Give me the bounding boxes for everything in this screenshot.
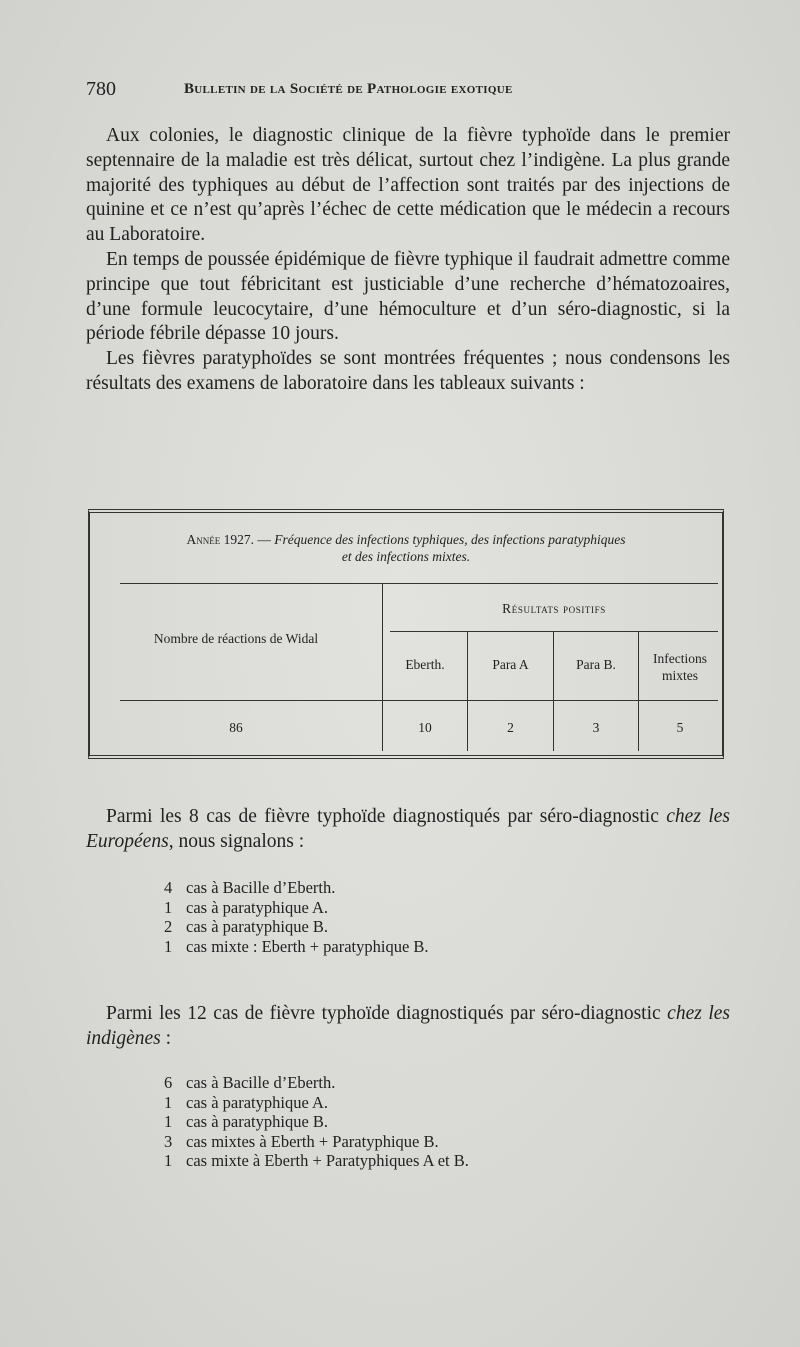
lead-text: Parmi les 8 cas de fièvre typhoïde diagnostiqués par séro-diagnostic <box>106 806 667 827</box>
europeans-intro <box>86 805 730 855</box>
table-rule <box>390 631 718 632</box>
paragraph <box>86 1002 730 1052</box>
header-positive-results: Résultats positifs <box>502 601 606 616</box>
item-count: 1 <box>164 1151 173 1170</box>
item-text: cas mixte à Eberth + Paratyphiques A et B. <box>186 1151 469 1170</box>
paragraph: Aux colonies, le diagnostic clinique de la fièvre typhoïde dans le premier septennaire de la maladie est très délicat, surtout chez l’indigène. La plus grande majorité des typhiques au début de l’affection sont traités par des injections de quinine et ce n’est qu’après l’échec de cette médication que le médecin a recours au Laboratoire. <box>86 125 730 246</box>
list-item <box>164 898 429 918</box>
header-widal: Nombre de réactions de Widal <box>153 631 319 646</box>
list-item <box>164 1093 469 1113</box>
lead-italic: chez les Européens <box>86 806 730 852</box>
item-count: 4 <box>164 878 173 897</box>
results-table <box>88 509 724 759</box>
header-para-a: Para A <box>492 657 529 672</box>
item-text: cas à Bacille d’Eberth. <box>186 1073 336 1092</box>
list-item <box>164 917 429 937</box>
list-item <box>164 937 429 957</box>
header-eberth: Eberth. <box>405 657 445 672</box>
item-text: cas à Bacille d’Eberth. <box>186 878 336 897</box>
item-text: cas à paratyphique B. <box>186 1112 329 1131</box>
header-mixed <box>639 650 721 684</box>
item-count: 6 <box>164 1073 173 1092</box>
item-text: cas à paratyphique A. <box>186 1092 329 1112</box>
caption-line-2: et des infections mixtes. <box>341 549 471 564</box>
caption-dash: — <box>253 532 275 547</box>
header-mixed-line-1: Infections <box>653 651 707 666</box>
intro-text <box>86 124 730 397</box>
list-item <box>164 1073 469 1093</box>
item-text: cas à paratyphique B. <box>186 917 329 936</box>
item-text: cas mixte : Eberth + paratyphique B. <box>186 936 429 956</box>
page-header <box>86 78 736 104</box>
paragraph: En temps de poussée épidémique de fièvre typhique il faudrait admettre comme principe que tout fébricitant est justiciable d’une recherche d’hématozoaires, d’une formule leucocytaire, d’une hémoculture et d’un séro-diagnostic, si la période fébrile dépasse 10 jours. <box>86 248 730 345</box>
item-count: 1 <box>164 1112 173 1131</box>
lead-text: Parmi les 12 cas de fièvre typhoïde diagnostiqués par séro-diagnostic <box>106 1003 668 1024</box>
header-mixed-line-2: mixtes <box>662 668 698 683</box>
caption-year: Année 1927. <box>186 532 254 547</box>
page-number: 780 <box>86 78 116 100</box>
running-head: Bulletin de la Société de Pathologie exotique <box>184 81 513 97</box>
natives-list <box>164 1073 469 1171</box>
item-count: 1 <box>164 936 173 956</box>
header-para-b: Para B. <box>576 657 616 672</box>
table-caption <box>90 531 722 565</box>
item-count: 3 <box>164 1131 173 1151</box>
table-rule <box>120 700 718 701</box>
item-text: cas à paratyphique A. <box>186 897 329 917</box>
natives-intro <box>86 1002 730 1052</box>
item-count: 1 <box>164 1092 173 1112</box>
europeans-list <box>164 878 429 956</box>
lead-text-end: , nous signalons : <box>168 830 305 852</box>
item-count: 1 <box>164 897 173 917</box>
table-rule <box>120 583 718 584</box>
paragraph <box>86 805 730 855</box>
list-item <box>164 1132 469 1152</box>
lead-italic: chez les indigènes <box>86 1003 730 1049</box>
cell-eberth: 10 <box>418 720 432 735</box>
cell-mixed: 5 <box>676 720 684 735</box>
paragraph: Les fièvres paratyphoïdes se sont montrées fréquentes ; nous condensons les résultats des examens de laboratoire dans les tableaux suivants : <box>86 348 730 394</box>
lead-text-end: : <box>160 1027 172 1049</box>
cell-para-a: 2 <box>507 720 514 735</box>
list-item <box>164 1112 469 1132</box>
cell-para-b: 3 <box>592 720 600 735</box>
list-item <box>164 1151 469 1171</box>
item-text: cas mixtes à Eberth + Paratyphique B. <box>186 1131 439 1151</box>
list-item <box>164 878 429 898</box>
caption-line-1: Fréquence des infections typhiques, des infections paratyphiques <box>274 532 626 547</box>
cell-widal: 86 <box>229 720 243 735</box>
item-count: 2 <box>164 917 173 936</box>
